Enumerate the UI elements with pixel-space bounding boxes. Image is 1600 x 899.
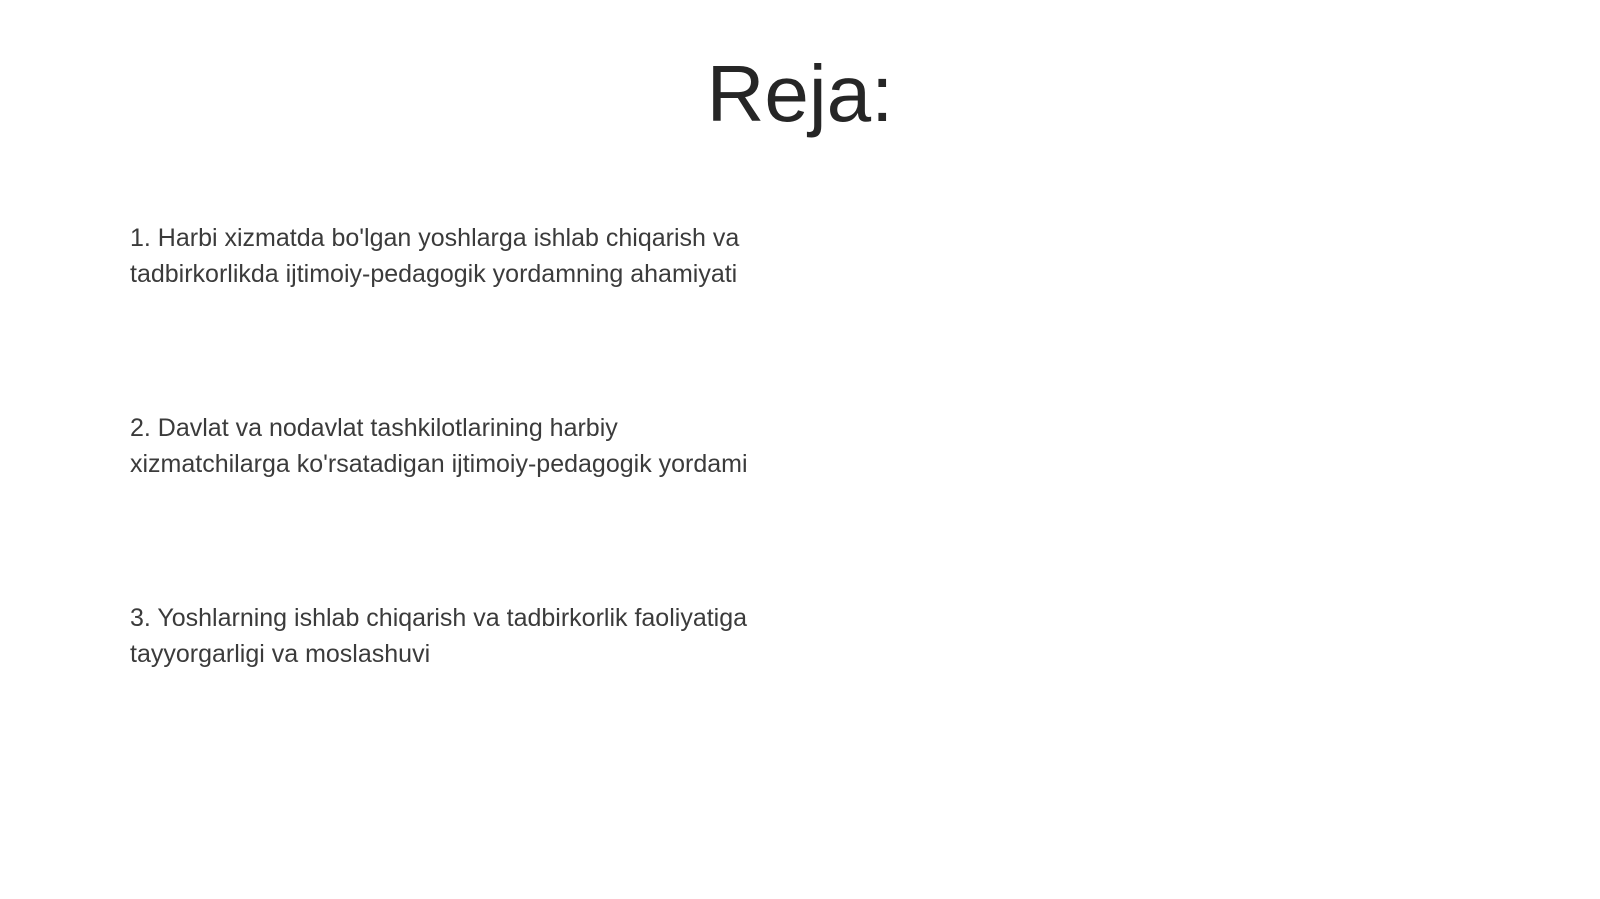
plan-item-2-line-1: 2. Davlat va nodavlat tashkilotlarining harbiy <box>130 414 618 442</box>
plan-item-1-line-2: tadbirkorlikda ijtimoiy-pedagogik yordamning ahamiyati <box>130 260 738 288</box>
plan-list <box>130 220 850 790</box>
plan-item-2-line-2: xizmatchilarga ko'rsatadigan ijtimoiy-pedagogik yordami <box>130 450 748 478</box>
plan-item-3-line-1: 3. Yoshlarning ishlab chiqarish va tadbirkorlik faoliyatiga <box>130 604 748 632</box>
slide-title: Reja: <box>706 49 894 138</box>
plan-item-1 <box>130 220 850 292</box>
plan-item-2 <box>130 410 850 482</box>
plan-item-3 <box>130 600 850 672</box>
plan-item-1-line-1: 1. Harbi xizmatda bo'lgan yoshlarga ishlab chiqarish va <box>130 224 740 252</box>
plan-item-3-line-2: tayyorgarligi va moslashuvi <box>130 640 431 668</box>
